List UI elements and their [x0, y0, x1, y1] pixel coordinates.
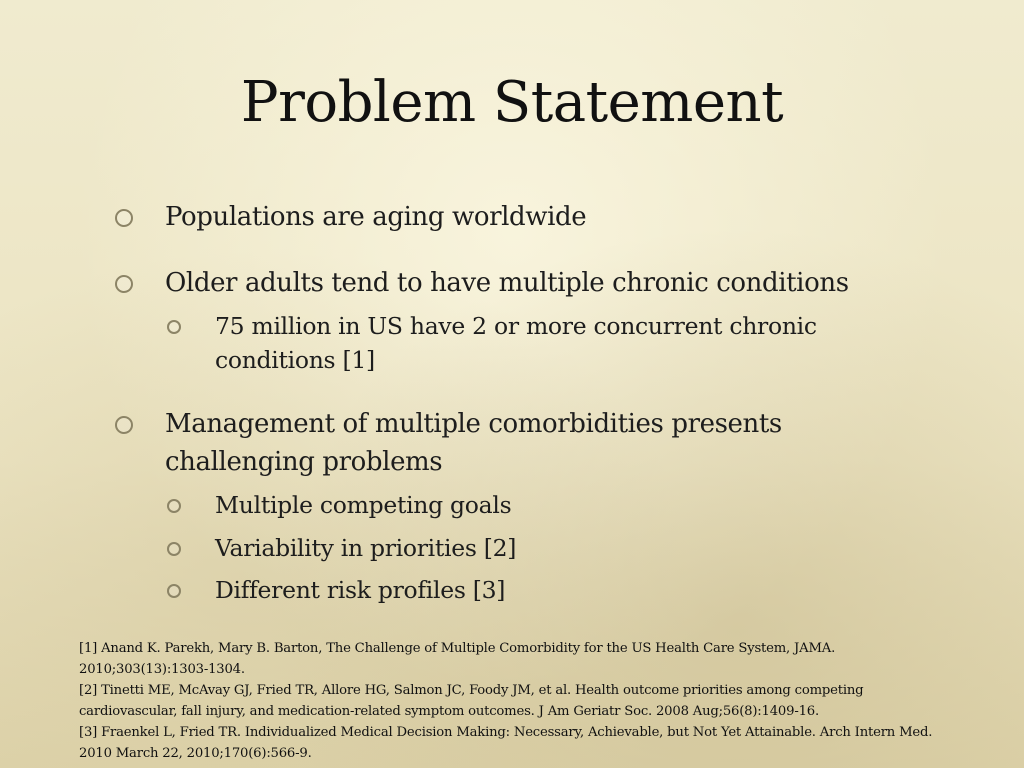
bullet-text: Variability in priorities [2] — [215, 534, 517, 562]
bullet-text: Management of multiple comorbidities presents challenging problems — [165, 409, 782, 477]
bullet-item — [165, 264, 925, 302]
bullet-text: Older adults tend to have multiple chronic conditions — [165, 268, 849, 298]
bullet-text: Different risk profiles [3] — [215, 576, 506, 604]
hollow-circle-bullet-icon — [167, 499, 181, 513]
bullet-text: Multiple competing goals — [215, 491, 512, 519]
hollow-circle-bullet-icon — [115, 275, 133, 293]
reference-1: [1] Anand K. Parekh, Mary B. Barton, The Challenge of Multiple Comorbidity for the US Health Care System, JAMA. 2010;303(13):1303-1304. — [79, 641, 836, 677]
sub-bullet-item — [215, 488, 915, 522]
references — [79, 638, 949, 764]
reference-2: [2] Tinetti ME, McAvay GJ, Fried TR, Allore HG, Salmon JC, Foody JM, et al. Health outcome priorities among competing cardiovascular, fall injury, and medication-related symptom outcomes. J Am Geriatr Soc. 2008 Aug;56(8):1409-16. — [79, 683, 864, 719]
sub-bullet-item — [215, 531, 915, 565]
bullet-item — [165, 405, 845, 481]
bullet-text: Populations are aging worldwide — [165, 202, 587, 232]
reference-3: [3] Fraenkel L, Fried TR. Individualized Medical Decision Making: Necessary, Achievable, but Not Yet Attainable. Arch Intern Med. 2010 March 22, 2010;170(6):566-9. — [79, 725, 933, 761]
hollow-circle-bullet-icon — [167, 584, 181, 598]
hollow-circle-bullet-icon — [167, 542, 181, 556]
hollow-circle-bullet-icon — [115, 209, 133, 227]
slide-title: Problem Statement — [240, 70, 784, 135]
sub-bullet-item — [215, 573, 915, 607]
hollow-circle-bullet-icon — [167, 320, 181, 334]
hollow-circle-bullet-icon — [115, 416, 133, 434]
sub-bullet-item — [215, 309, 875, 377]
bullet-item — [165, 198, 925, 236]
bullet-text: 75 million in US have 2 or more concurrent chronic conditions [1] — [215, 312, 817, 374]
